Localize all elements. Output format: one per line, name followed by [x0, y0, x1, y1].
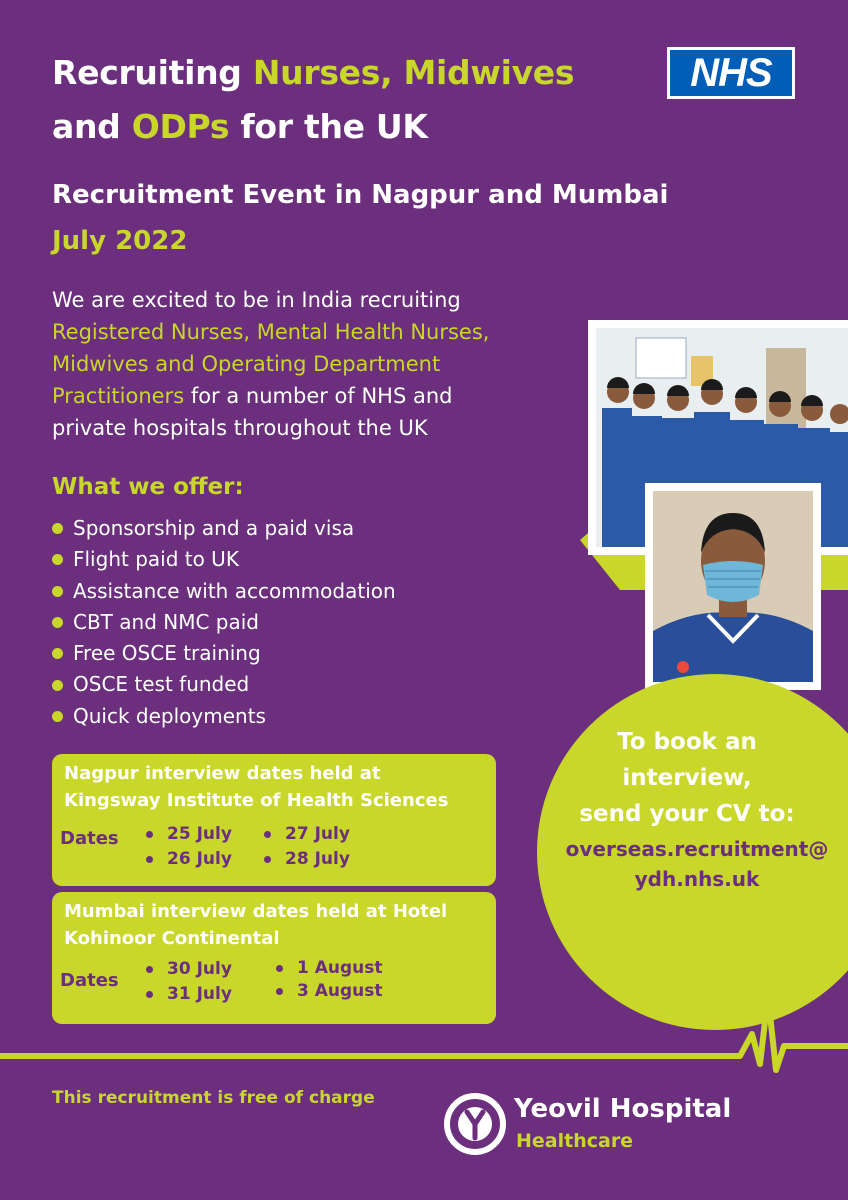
- date-item: 31 July: [146, 984, 232, 1004]
- list-item: Flight paid to UK: [52, 544, 396, 575]
- nurse-portrait-photo: [645, 483, 821, 690]
- dates-label: Dates: [60, 970, 119, 991]
- dates-label: Dates: [60, 828, 119, 849]
- list-item: Free OSCE training: [52, 638, 396, 669]
- date-item: 1 August: [276, 958, 383, 978]
- date-item: 26 July: [146, 849, 232, 869]
- list-item: OSCE test funded: [52, 669, 396, 700]
- date-item: 28 July: [264, 849, 350, 869]
- yeovil-logo-icon: [443, 1092, 507, 1156]
- list-item: Quick deployments: [52, 701, 396, 732]
- hospital-subtitle: Healthcare: [516, 1130, 634, 1152]
- nhs-logo: NHS: [667, 47, 795, 99]
- mumbai-title: Mumbai interview dates held at Hotel Kohinoor Continental: [64, 901, 448, 949]
- date-item: 25 July: [146, 824, 232, 844]
- offer-title: What we offer:: [52, 474, 244, 500]
- list-item: CBT and NMC paid: [52, 607, 396, 638]
- free-of-charge-note: This recruitment is free of charge: [52, 1088, 375, 1108]
- booking-email-link[interactable]: overseas.recruitment@ ydh.nhs.uk: [565, 837, 829, 891]
- list-item: Assistance with accommodation: [52, 576, 396, 607]
- date-item: 3 August: [276, 981, 383, 1001]
- hospital-name: Yeovil Hospital: [514, 1094, 732, 1124]
- date-item: 27 July: [264, 824, 350, 844]
- date-item: 30 July: [146, 959, 232, 979]
- nagpur-dates-box: [52, 754, 496, 886]
- event-subheading: Recruitment Event in Nagpur and Mumbai July 2022: [52, 180, 669, 256]
- mumbai-dates-box: [52, 892, 496, 1024]
- offer-list: [52, 513, 396, 732]
- booking-text: To book an interview, send your CV to:: [579, 729, 795, 827]
- nagpur-title: Nagpur interview dates held at Kingsway Institute of Health Sciences: [64, 763, 449, 811]
- headline: Recruiting Nurses, Midwives and ODPs for the UK: [52, 53, 575, 146]
- intro-paragraph: We are excited to be in India recruiting Registered Nurses, Mental Health Nurses, Midwives and Operating Department Practitioners for a number of NHS and private hospitals throughout the UK: [52, 288, 490, 440]
- list-item: Sponsorship and a paid visa: [52, 513, 396, 544]
